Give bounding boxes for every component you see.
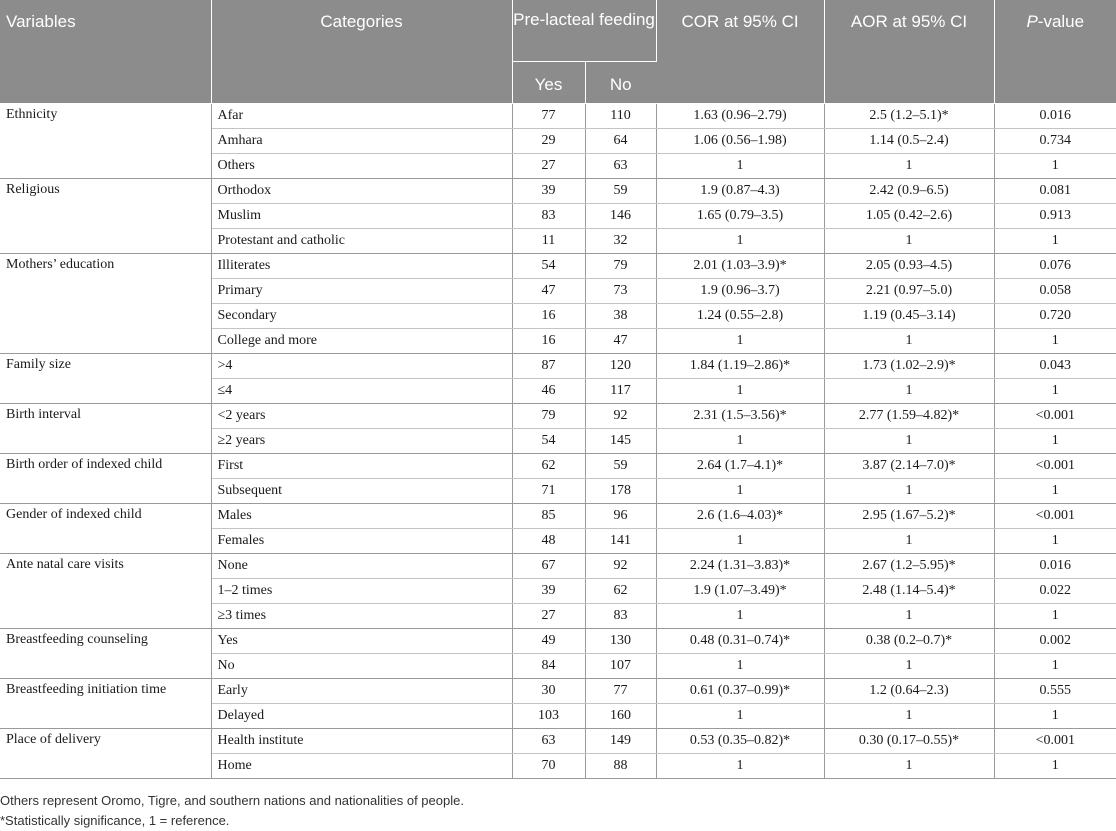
table-row: [0, 254, 1116, 279]
table-row: [0, 629, 1116, 654]
cor-cell: 1.24 (0.55–2.8): [656, 304, 824, 329]
category-cell: Males: [211, 504, 512, 529]
category-cell: ≥3 times: [211, 604, 512, 629]
cor-cell: 2.64 (1.7–4.1)*: [656, 454, 824, 479]
p-value-cell: 0.555: [994, 679, 1116, 704]
variable-cell: Family size: [0, 354, 211, 404]
cor-cell: 1: [656, 654, 824, 679]
cor-cell: 1: [656, 329, 824, 354]
category-cell: <2 years: [211, 404, 512, 429]
no-count-cell: 160: [585, 704, 656, 729]
aor-cell: 1: [824, 329, 994, 354]
header-p-italic: P: [1026, 12, 1038, 31]
p-value-cell: <0.001: [994, 404, 1116, 429]
category-cell: Protestant and catholic: [211, 229, 512, 254]
no-count-cell: 130: [585, 629, 656, 654]
variable-cell: Religious: [0, 179, 211, 254]
category-cell: Amhara: [211, 129, 512, 154]
yes-count-cell: 67: [512, 554, 585, 579]
no-count-cell: 146: [585, 204, 656, 229]
p-value-cell: 1: [994, 329, 1116, 354]
yes-count-cell: 27: [512, 604, 585, 629]
p-value-cell: 0.022: [994, 579, 1116, 604]
variable-cell: Breastfeeding initiation time: [0, 679, 211, 729]
cor-cell: 1.65 (0.79–3.5): [656, 204, 824, 229]
aor-cell: 2.95 (1.67–5.2)*: [824, 504, 994, 529]
yes-count-cell: 103: [512, 704, 585, 729]
no-count-cell: 92: [585, 554, 656, 579]
aor-cell: 1: [824, 654, 994, 679]
yes-count-cell: 39: [512, 179, 585, 204]
p-value-cell: 0.002: [994, 629, 1116, 654]
aor-cell: 2.5 (1.2–5.1)*: [824, 104, 994, 129]
aor-cell: 1.19 (0.45–3.14): [824, 304, 994, 329]
no-count-cell: 88: [585, 754, 656, 779]
header-pre-lacteal: Pre-lacteal feeding: [512, 0, 656, 62]
category-cell: >4: [211, 354, 512, 379]
no-count-cell: 59: [585, 454, 656, 479]
aor-cell: 1.14 (0.5–2.4): [824, 129, 994, 154]
p-value-cell: 0.081: [994, 179, 1116, 204]
no-count-cell: 117: [585, 379, 656, 404]
p-value-cell: 0.058: [994, 279, 1116, 304]
p-value-cell: 0.076: [994, 254, 1116, 279]
no-count-cell: 83: [585, 604, 656, 629]
footnote-others: Others represent Oromo, Tigre, and southern nations and nationalities of people.: [0, 793, 464, 808]
p-value-cell: 1: [994, 754, 1116, 779]
table-row: [0, 679, 1116, 704]
no-count-cell: 77: [585, 679, 656, 704]
no-count-cell: 63: [585, 154, 656, 179]
category-cell: College and more: [211, 329, 512, 354]
aor-cell: 0.30 (0.17–0.55)*: [824, 729, 994, 754]
cor-cell: 1.9 (0.87–4.3): [656, 179, 824, 204]
table-row: [0, 454, 1116, 479]
category-cell: Home: [211, 754, 512, 779]
p-value-cell: 0.043: [994, 354, 1116, 379]
cor-cell: 1: [656, 479, 824, 504]
no-count-cell: 79: [585, 254, 656, 279]
category-cell: Health institute: [211, 729, 512, 754]
category-cell: Illiterates: [211, 254, 512, 279]
variable-cell: Mothers’ education: [0, 254, 211, 354]
aor-cell: 1.2 (0.64–2.3): [824, 679, 994, 704]
p-value-cell: 0.016: [994, 554, 1116, 579]
no-count-cell: 149: [585, 729, 656, 754]
aor-cell: 2.05 (0.93–4.5): [824, 254, 994, 279]
p-value-cell: <0.001: [994, 729, 1116, 754]
table-row: [0, 354, 1116, 379]
variable-cell: Gender of indexed child: [0, 504, 211, 554]
cor-cell: 1.63 (0.96–2.79): [656, 104, 824, 129]
aor-cell: 1: [824, 229, 994, 254]
aor-cell: 2.67 (1.2–5.95)*: [824, 554, 994, 579]
variable-cell: Ethnicity: [0, 104, 211, 179]
category-cell: Others: [211, 154, 512, 179]
table-header: [0, 0, 1116, 104]
cor-cell: 1: [656, 379, 824, 404]
cor-cell: 1: [656, 754, 824, 779]
table-body: [0, 104, 1116, 779]
aor-cell: 2.42 (0.9–6.5): [824, 179, 994, 204]
yes-count-cell: 87: [512, 354, 585, 379]
p-value-cell: 1: [994, 429, 1116, 454]
category-cell: Afar: [211, 104, 512, 129]
p-value-cell: <0.001: [994, 454, 1116, 479]
yes-count-cell: 84: [512, 654, 585, 679]
category-cell: Early: [211, 679, 512, 704]
yes-count-cell: 85: [512, 504, 585, 529]
cor-cell: 1: [656, 529, 824, 554]
table-row: [0, 404, 1116, 429]
cor-cell: 0.53 (0.35–0.82)*: [656, 729, 824, 754]
cor-cell: 1.06 (0.56–1.98): [656, 129, 824, 154]
cor-cell: 2.31 (1.5–3.56)*: [656, 404, 824, 429]
category-cell: Secondary: [211, 304, 512, 329]
header-aor: AOR at 95% CI: [824, 0, 994, 104]
aor-cell: 1.05 (0.42–2.6): [824, 204, 994, 229]
variable-cell: Birth interval: [0, 404, 211, 454]
variable-cell: Breastfeeding counseling: [0, 629, 211, 679]
yes-count-cell: 29: [512, 129, 585, 154]
cor-cell: 2.24 (1.31–3.83)*: [656, 554, 824, 579]
p-value-cell: 0.720: [994, 304, 1116, 329]
yes-count-cell: 30: [512, 679, 585, 704]
variable-cell: Birth order of indexed child: [0, 454, 211, 504]
yes-count-cell: 71: [512, 479, 585, 504]
category-cell: 1–2 times: [211, 579, 512, 604]
cor-cell: 2.01 (1.03–3.9)*: [656, 254, 824, 279]
yes-count-cell: 48: [512, 529, 585, 554]
cor-cell: 1.9 (1.07–3.49)*: [656, 579, 824, 604]
p-value-cell: 0.016: [994, 104, 1116, 129]
category-cell: Muslim: [211, 204, 512, 229]
aor-cell: 2.48 (1.14–5.4)*: [824, 579, 994, 604]
category-cell: No: [211, 654, 512, 679]
aor-cell: 1: [824, 604, 994, 629]
yes-count-cell: 16: [512, 304, 585, 329]
yes-count-cell: 62: [512, 454, 585, 479]
header-cor: COR at 95% CI: [656, 0, 824, 104]
no-count-cell: 73: [585, 279, 656, 304]
header-no: No: [585, 62, 656, 104]
no-count-cell: 145: [585, 429, 656, 454]
yes-count-cell: 46: [512, 379, 585, 404]
yes-count-cell: 77: [512, 104, 585, 129]
no-count-cell: 62: [585, 579, 656, 604]
aor-cell: 2.77 (1.59–4.82)*: [824, 404, 994, 429]
cor-cell: 2.6 (1.6–4.03)*: [656, 504, 824, 529]
p-value-cell: <0.001: [994, 504, 1116, 529]
no-count-cell: 47: [585, 329, 656, 354]
aor-cell: 1: [824, 479, 994, 504]
header-p-rest: -value: [1037, 12, 1085, 31]
p-value-cell: 1: [994, 604, 1116, 629]
no-count-cell: 110: [585, 104, 656, 129]
no-count-cell: 59: [585, 179, 656, 204]
yes-count-cell: 39: [512, 579, 585, 604]
cor-cell: 1.84 (1.19–2.86)*: [656, 354, 824, 379]
cor-cell: 0.61 (0.37–0.99)*: [656, 679, 824, 704]
variable-cell: Place of delivery: [0, 729, 211, 779]
category-cell: Subsequent: [211, 479, 512, 504]
aor-cell: 1.73 (1.02–2.9)*: [824, 354, 994, 379]
category-cell: Primary: [211, 279, 512, 304]
aor-cell: 1: [824, 379, 994, 404]
cor-cell: 1: [656, 604, 824, 629]
yes-count-cell: 79: [512, 404, 585, 429]
aor-cell: 1: [824, 529, 994, 554]
category-cell: ≥2 years: [211, 429, 512, 454]
yes-count-cell: 16: [512, 329, 585, 354]
header-p-value: [994, 0, 1116, 104]
aor-cell: 1: [824, 704, 994, 729]
no-count-cell: 96: [585, 504, 656, 529]
category-cell: None: [211, 554, 512, 579]
header-yes: Yes: [512, 62, 585, 104]
aor-cell: 2.21 (0.97–5.0): [824, 279, 994, 304]
cor-cell: 1: [656, 429, 824, 454]
header-variables: Variables: [0, 0, 211, 104]
yes-count-cell: 54: [512, 254, 585, 279]
p-value-cell: 1: [994, 154, 1116, 179]
no-count-cell: 38: [585, 304, 656, 329]
aor-cell: 1: [824, 754, 994, 779]
no-count-cell: 92: [585, 404, 656, 429]
table-footnotes: [0, 779, 1116, 831]
table-row: [0, 504, 1116, 529]
p-value-cell: 1: [994, 529, 1116, 554]
no-count-cell: 120: [585, 354, 656, 379]
table-row: [0, 104, 1116, 129]
yes-count-cell: 54: [512, 429, 585, 454]
category-cell: Yes: [211, 629, 512, 654]
yes-count-cell: 83: [512, 204, 585, 229]
yes-count-cell: 11: [512, 229, 585, 254]
p-value-cell: 0.734: [994, 129, 1116, 154]
yes-count-cell: 63: [512, 729, 585, 754]
category-cell: Delayed: [211, 704, 512, 729]
aor-cell: 3.87 (2.14–7.0)*: [824, 454, 994, 479]
cor-cell: 1.9 (0.96–3.7): [656, 279, 824, 304]
aor-cell: 1: [824, 154, 994, 179]
no-count-cell: 141: [585, 529, 656, 554]
footnote-significance: *Statistically significance, 1 = reference.: [0, 813, 230, 828]
category-cell: Females: [211, 529, 512, 554]
p-value-cell: 1: [994, 229, 1116, 254]
no-count-cell: 178: [585, 479, 656, 504]
no-count-cell: 107: [585, 654, 656, 679]
cor-cell: 0.48 (0.31–0.74)*: [656, 629, 824, 654]
category-cell: Orthodox: [211, 179, 512, 204]
aor-cell: 0.38 (0.2–0.7)*: [824, 629, 994, 654]
yes-count-cell: 27: [512, 154, 585, 179]
aor-cell: 1: [824, 429, 994, 454]
yes-count-cell: 70: [512, 754, 585, 779]
yes-count-cell: 49: [512, 629, 585, 654]
no-count-cell: 32: [585, 229, 656, 254]
yes-count-cell: 47: [512, 279, 585, 304]
cor-cell: 1: [656, 154, 824, 179]
no-count-cell: 64: [585, 129, 656, 154]
category-cell: First: [211, 454, 512, 479]
table-row: [0, 179, 1116, 204]
variable-cell: Ante natal care visits: [0, 554, 211, 629]
header-categories: Categories: [211, 0, 512, 104]
p-value-cell: 1: [994, 479, 1116, 504]
cor-cell: 1: [656, 229, 824, 254]
cor-cell: 1: [656, 704, 824, 729]
category-cell: ≤4: [211, 379, 512, 404]
p-value-cell: 0.913: [994, 204, 1116, 229]
p-value-cell: 1: [994, 654, 1116, 679]
p-value-cell: 1: [994, 379, 1116, 404]
table-row: [0, 554, 1116, 579]
table-row: [0, 729, 1116, 754]
p-value-cell: 1: [994, 704, 1116, 729]
